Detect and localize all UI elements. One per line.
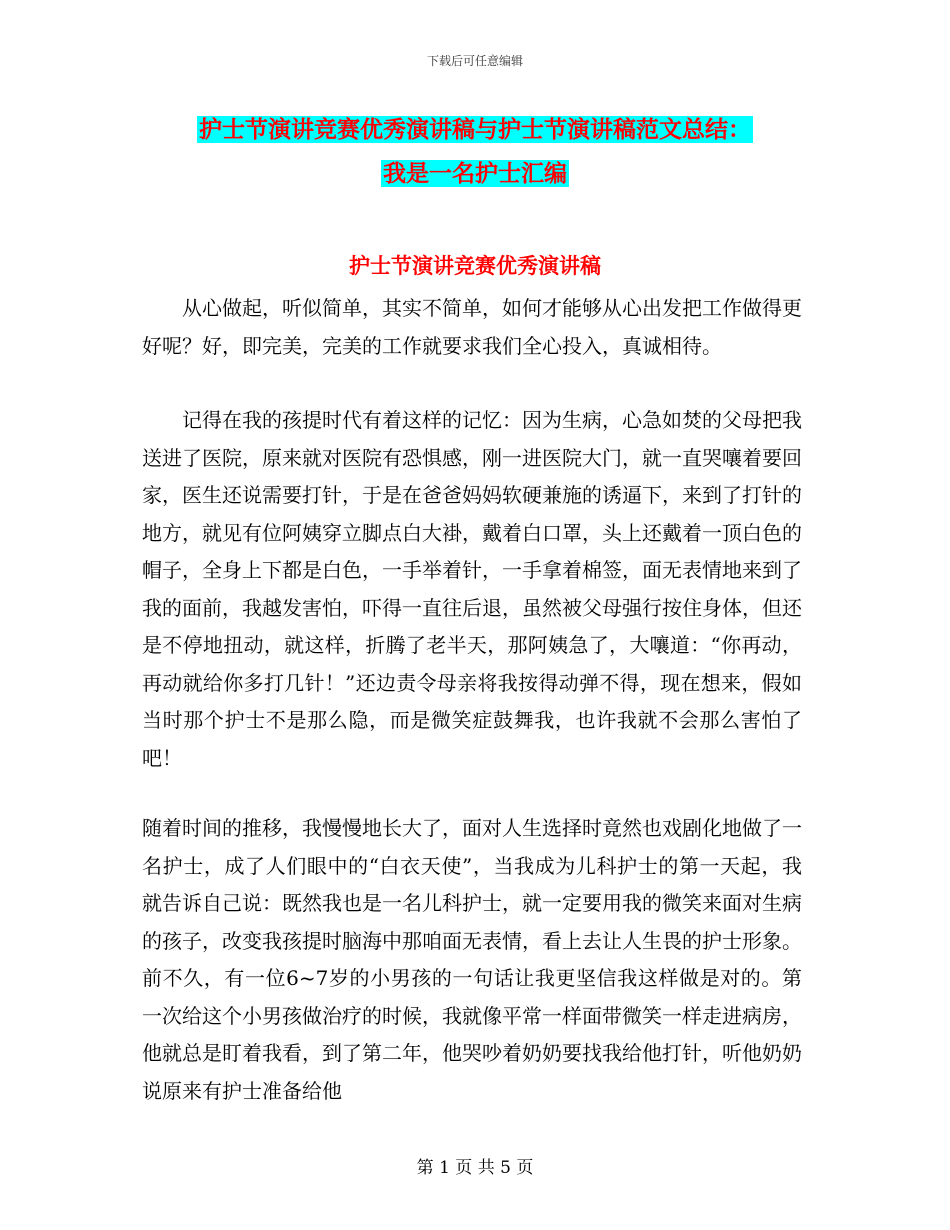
paragraph-2: 记得在我的孩提时代有着这样的记忆：因为生病，心急如焚的父母把我送进了医院，原来就对医院有恐惧感，刚一进医院大门，就一直哭嚷着要回家，医生还说需要打针，于是在爸爸妈妈软硬兼施的诱逼下，来到了打针的地方，就见有位阿姨穿立脚点白大褂，戴着白口罩，头上还戴着一顶白色的帽子，全身上下都是白色，一手举着针，一手拿着棉签，面无表情地来到了我的面前，我越发害怕，吓得一直往后退，虽然被父母强行按住身体，但还是不停地扭动，就这样，折腾了老半天，那阿姨急了，大嚷道：“你再动，再动就给你多打几针！”还边责令母亲将我按得动弹不得，现在想来，假如当时那个护士不是那么隐，而是微笑症鼓舞我，也许我就不会那么害怕了吧！ <box>142 408 802 770</box>
paragraph-1: 从心做起，听似简单，其实不简单，如何才能够从心出发把工作做得更好呢？好，即完美，完美的工作就要求我们全心投入，真诚相待。 <box>142 296 802 358</box>
document-title-line-1 <box>40 113 910 147</box>
document-title-line-2 <box>0 157 950 191</box>
document-title-text-2: 我是一名护士汇编 <box>383 160 567 187</box>
document-title-text-1: 护士节演讲竞赛优秀演讲稿与护士节演讲稿范文总结： <box>199 116 751 143</box>
header-note: 下载后可任意编辑 <box>426 54 523 68</box>
paragraph-3: 随着时间的推移，我慢慢地长大了，面对人生选择时竟然也戏剧化地做了一名护士，成了人们眼中的“白衣天使”，当我成为儿科护士的第一天起，我就告诉自己说：既然我也是一名儿科护士，就一定要用我的微笑来面对生病的孩子，改变我孩提时脑海中那咱面无表情，看上去让人生畏的护士形象。前不久，有一位6~7岁的小男孩的一句话让我更坚信我这样做是对的。第一次给这个小男孩做治疗的时候，我就像平常一样面带微笑一样走进病房，他就总是盯着我看，到了第二年，他哭吵着奶奶要找我给他打针，听他奶奶说原来有护士准备给他 <box>142 816 802 1103</box>
section-heading: 护士节演讲竞赛优秀演讲稿 <box>349 253 601 278</box>
page-number-footer: 第 1 页 共 5 页 <box>416 1158 534 1178</box>
